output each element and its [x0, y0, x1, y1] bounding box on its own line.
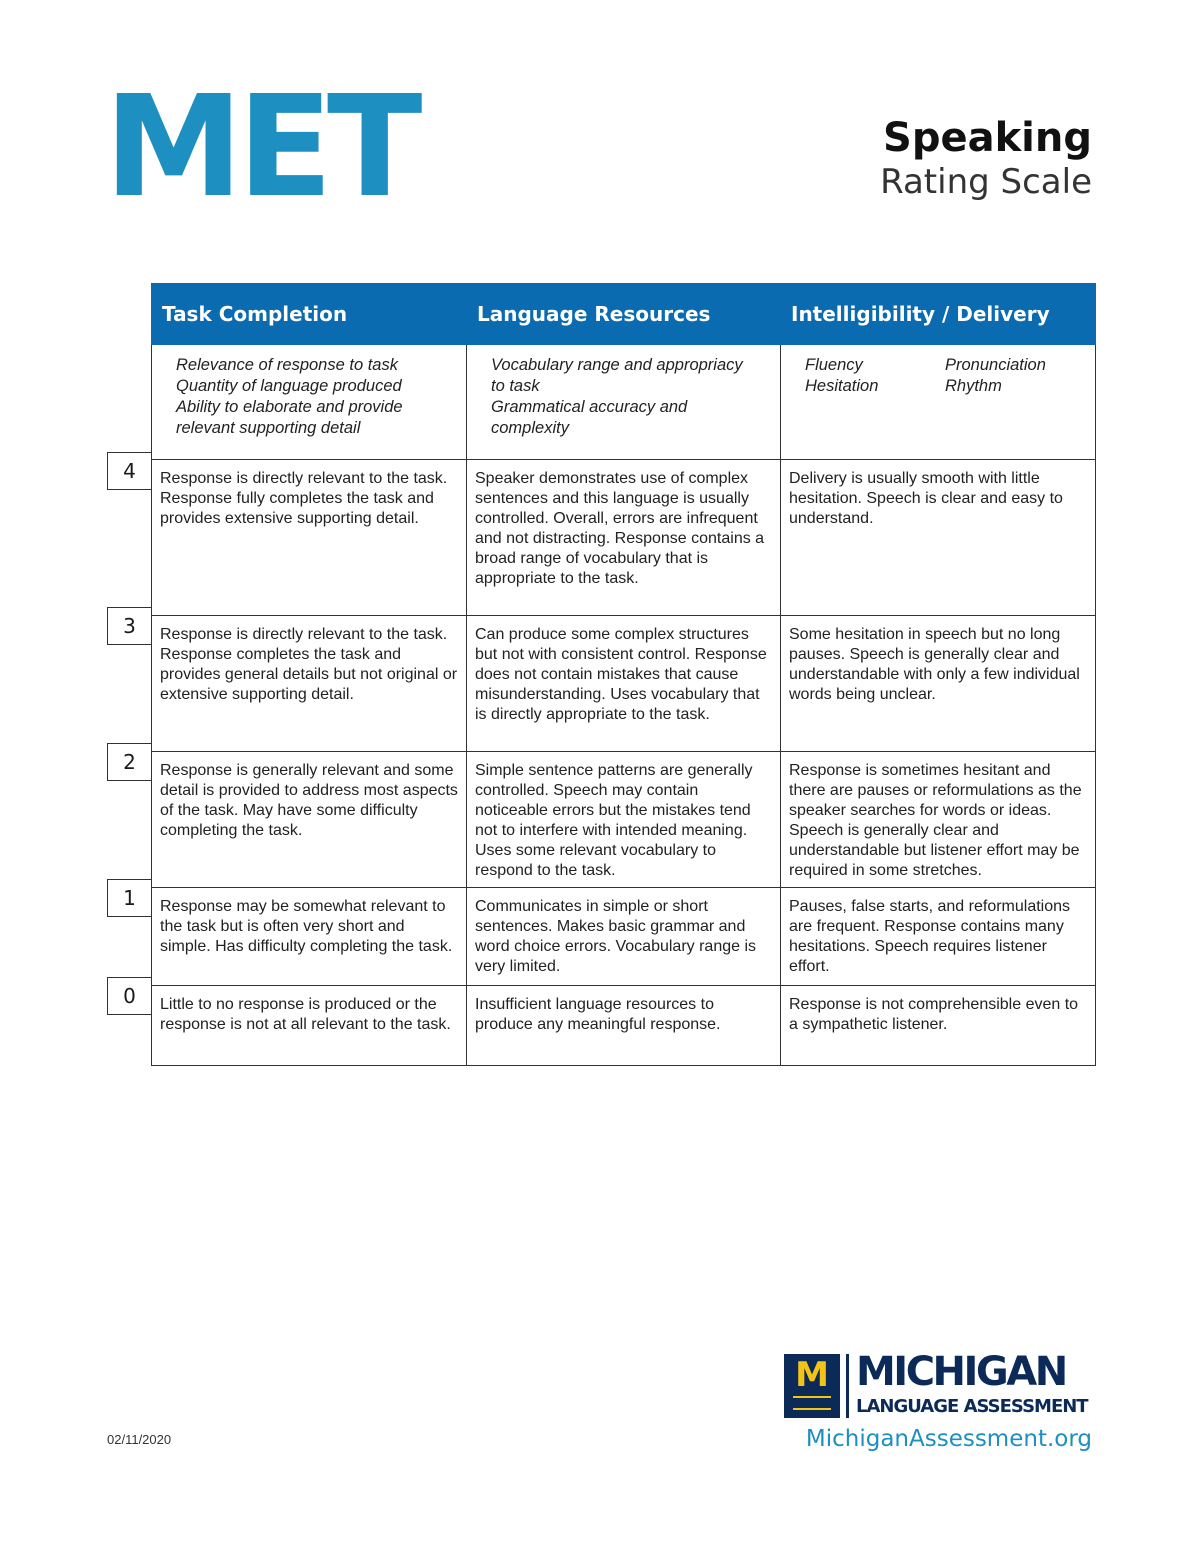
- table-row-score-4: [152, 460, 1096, 616]
- delivery-cell: Pauses, false starts, and reformulations are frequent. Response contains many hesitations. Speech requires listener effort.: [781, 888, 1096, 986]
- subtitle: Rating Scale: [880, 162, 1092, 202]
- task-completion-cell: Response is directly relevant to the task. Response completes the task and provides general details but not original or extensive supporting detail.: [152, 616, 467, 752]
- criterion: Hesitation: [805, 377, 879, 395]
- criterion: Fluency: [805, 356, 863, 374]
- brand-name: MICHIGAN: [856, 1349, 1066, 1395]
- task-completion-cell: Response is generally relevant and some detail is provided to address most aspects of the task. May have some difficulty completing the task.: [152, 752, 467, 888]
- michigan-language-assessment-logo: [784, 1349, 1092, 1418]
- table-row-score-1: [152, 888, 1096, 986]
- criterion: complexity: [491, 419, 569, 437]
- criterion: Relevance of response to task: [176, 356, 398, 374]
- table-row-score-2: [152, 752, 1096, 888]
- criterion: Pronunciation: [945, 356, 1046, 374]
- criteria-task-completion: [152, 345, 467, 460]
- language-resources-cell: Can produce some complex structures but not with consistent control. Response does not contain mistakes that cause misunderstanding. Uses vocabulary that is directly appropriate to the task.: [467, 616, 781, 752]
- task-completion-cell: Response is directly relevant to the task. Response fully completes the task and provides extensive supporting detail.: [152, 460, 467, 616]
- title: Speaking: [883, 115, 1092, 161]
- met-logo: MET: [104, 66, 417, 229]
- block-m-icon: M: [784, 1354, 840, 1418]
- column-header-task-completion: Task Completion: [152, 284, 467, 345]
- score-label-2: 2: [107, 743, 151, 781]
- column-header-language-resources: Language Resources: [467, 284, 781, 345]
- delivery-cell: Response is not comprehensible even to a sympathetic listener.: [781, 986, 1096, 1066]
- task-completion-cell: Little to no response is produced or the response is not at all relevant to the task.: [152, 986, 467, 1066]
- column-header-intelligibility-delivery: Intelligibility / Delivery: [781, 284, 1096, 345]
- score-label-3: 3: [107, 607, 151, 645]
- criteria-row: [152, 345, 1096, 460]
- criterion: Ability to elaborate and provide: [176, 398, 403, 416]
- score-label-4: 4: [107, 452, 151, 490]
- language-resources-cell: Insufficient language resources to produce any meaningful response.: [467, 986, 781, 1066]
- delivery-cell: Delivery is usually smooth with little hesitation. Speech is clear and easy to understand.: [781, 460, 1096, 616]
- criteria-intelligibility-delivery: [781, 345, 1096, 460]
- language-resources-cell: Simple sentence patterns are generally controlled. Speech may contain noticeable errors but the mistakes tend not to interfere with intended meaning. Uses some relevant vocabulary to respond to the task.: [467, 752, 781, 888]
- score-label-1: 1: [107, 879, 151, 917]
- table-row-score-3: [152, 616, 1096, 752]
- criterion: Grammatical accuracy and: [491, 398, 688, 416]
- document-date: 02/11/2020: [107, 1432, 172, 1447]
- table-header-row: [152, 284, 1096, 345]
- language-resources-cell: Communicates in simple or short sentences. Makes basic grammar and word choice errors. Vocabulary range is very limited.: [467, 888, 781, 986]
- score-label-0: 0: [107, 977, 151, 1015]
- delivery-cell: Some hesitation in speech but no long pauses. Speech is generally clear and understandable with only a few individual words being unclear.: [781, 616, 1096, 752]
- website-url: MichiganAssessment.org: [805, 1426, 1092, 1452]
- rating-scale-table: [151, 283, 1096, 1066]
- criterion: relevant supporting detail: [176, 419, 361, 437]
- criteria-language-resources: [467, 345, 781, 460]
- criterion: Rhythm: [945, 377, 1002, 395]
- criterion: Vocabulary range and appropriacy: [491, 356, 743, 374]
- criterion: to task: [491, 377, 540, 395]
- delivery-cell: Response is sometimes hesitant and there are pauses or reformulations as the speaker searches for words or ideas. Speech is generally clear and understandable but listener effort may be required in some stretches.: [781, 752, 1096, 888]
- criterion: Quantity of language produced: [176, 377, 402, 395]
- brand-subname: LANGUAGE ASSESSMENT: [856, 1396, 1088, 1417]
- table-row-score-0: [152, 986, 1096, 1066]
- document-title: [880, 116, 1092, 204]
- task-completion-cell: Response may be somewhat relevant to the task but is often very short and simple. Has difficulty completing the task.: [152, 888, 467, 986]
- language-resources-cell: Speaker demonstrates use of complex sentences and this language is usually controlled. Overall, errors are infrequent and not distracting. Response contains a broad range of vocabulary that is appropriate to the task.: [467, 460, 781, 616]
